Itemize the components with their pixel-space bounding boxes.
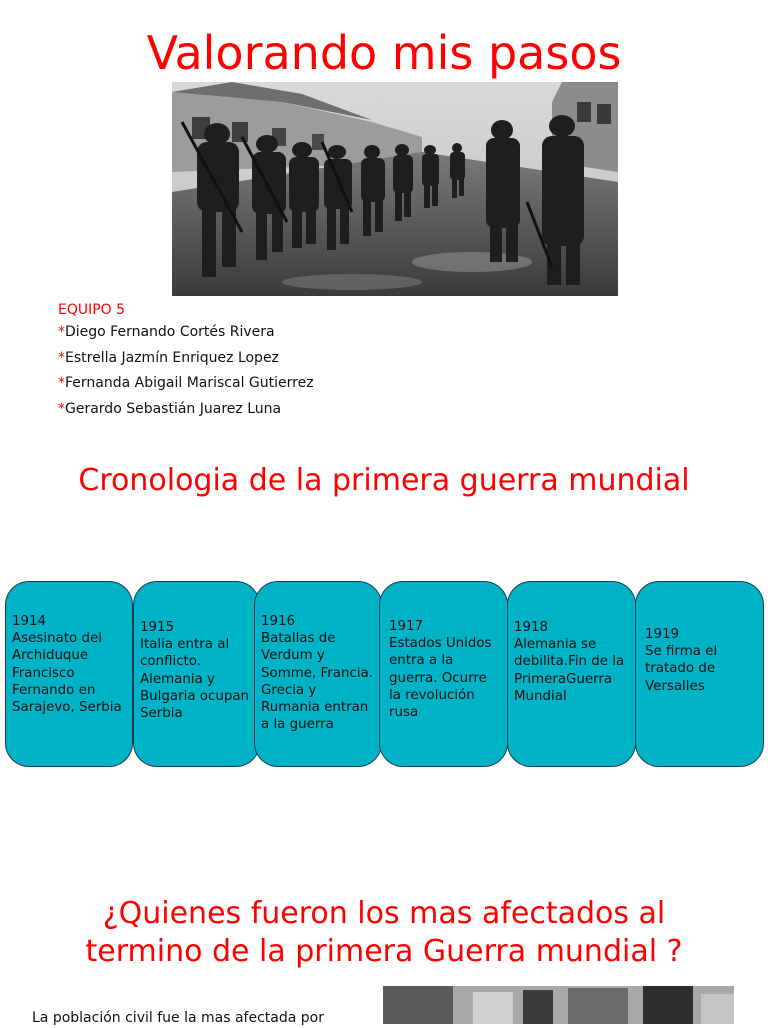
- timeline-year: 1919: [645, 627, 680, 642]
- team-member: [58, 373, 458, 399]
- timeline-card-1918: [507, 581, 636, 767]
- team-member: [58, 399, 458, 425]
- member-bullet: *: [58, 400, 65, 417]
- timeline-year: 1914: [12, 614, 47, 629]
- team-member: [58, 348, 458, 374]
- timeline-card-1919: [635, 581, 764, 767]
- page-title: Valorando mis pasos: [146, 26, 622, 80]
- affected-heading: ¿Quienes fueron los mas afectados al termino de la primera Guerra mundial ?: [85, 896, 683, 969]
- timeline-description: Batallas de Verdum y Somme, Francia. Grecia y Rumania entran a la guerra: [261, 631, 374, 733]
- timeline-year: 1916: [261, 614, 296, 629]
- team-label: EQUIPO 5: [58, 302, 126, 318]
- timeline-description: Alemania se debilita.Fin de la PrimeraGuerra Mundial: [514, 637, 625, 704]
- timeline-card-1917: [379, 581, 508, 767]
- member-bullet: *: [58, 375, 65, 392]
- timeline-year: 1918: [514, 620, 549, 635]
- member-name: Diego Fernando Cortés Rivera: [65, 324, 275, 340]
- member-name: Gerardo Sebastián Juarez Luna: [65, 400, 282, 417]
- timeline-heading: Cronologia de la primera guerra mundial: [78, 463, 690, 498]
- timeline-card-1915: [133, 581, 260, 767]
- timeline-description: Italia entra al conflicto. Alemania y Bulgaria ocupan Serbia: [140, 637, 250, 722]
- soldiers-photo-illustration: [172, 82, 618, 296]
- soldiers-marching-photo: [172, 82, 618, 296]
- civilians-photo: [383, 986, 734, 1024]
- member-name: Fernanda Abigail Mariscal Gutierrez: [65, 375, 314, 392]
- team-section: [58, 300, 458, 424]
- civilians-photo-illustration: [383, 986, 734, 1024]
- timeline-description: Asesinato del Archiduque Francisco Fernando en Sarajevo, Serbia: [12, 631, 122, 716]
- affected-body-text: La población civil fue la mas afectada por: [32, 1010, 324, 1026]
- member-bullet: *: [58, 349, 65, 366]
- timeline-year: 1917: [389, 619, 424, 634]
- team-member: [58, 322, 458, 348]
- timeline-year: 1915: [140, 620, 175, 635]
- timeline-card-1914: [5, 581, 133, 767]
- timeline-card-1916: [254, 581, 382, 767]
- member-bullet: *: [58, 324, 65, 340]
- timeline-description: Estados Unidos entra a la guerra. Ocurre la revolución rusa: [389, 636, 492, 721]
- timeline-description: Se firma el tratado de Versalles: [645, 644, 718, 694]
- member-name: Estrella Jazmín Enriquez Lopez: [65, 349, 279, 366]
